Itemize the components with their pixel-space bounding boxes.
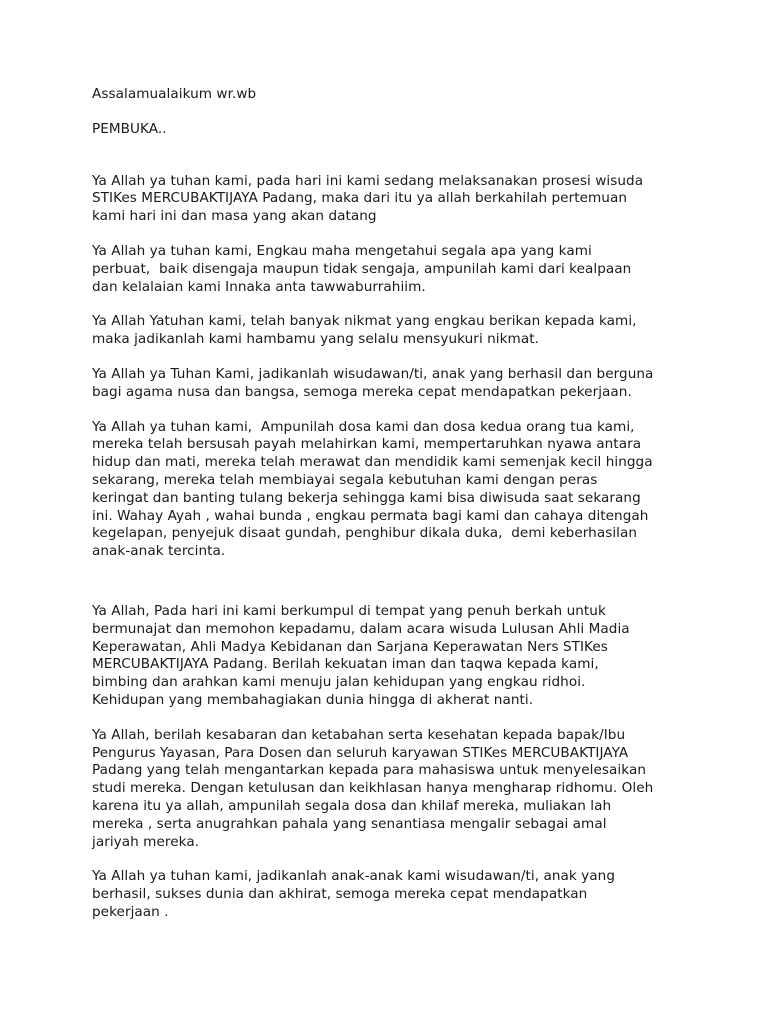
- paragraph-8: Ya Allah ya tuhan kami, jadikanlah anak-anak kami wisudawan/ti, anak yang berhasil, sukses dunia dan akhirat, semoga mereka cepat mendapatkan pekerjaan .: [92, 868, 615, 920]
- paragraph-6: Ya Allah, Pada hari ini kami berkumpul di tempat yang penuh berkah untuk bermunajat dan memohon kepadamu, dalam acara wisuda Lulusan Ahli Madia Keperawatan, Ahli Madya Kebidanan dan Sarjana Keperawatan Ners STIKes MERCUBAKTIJAYA Padang. Berilah kekuatan iman dan taqwa kepada kami, bimbing dan arahkan kami menuju jalan kehidupan yang engkau ridhoi. Kehidupan yang membahagiakan dunia hingga di akherat nanti.: [92, 602, 630, 708]
- paragraph-2: Ya Allah ya tuhan kami, Engkau maha mengetahui segala apa yang kami perbuat, baik disengaja maupun tidak sengaja, ampunilah kami dari kealpaan dan kelalaian kami Innaka anta tawwaburrahiim.: [92, 242, 632, 295]
- greeting-line: Assalamualaikum wr.wb: [92, 86, 257, 102]
- paragraph-7: Ya Allah, berilah kesabaran dan ketabahan serta kesehatan kepada bapak/Ibu Pengurus Yayasan, Para Dosen dan seluruh karyawan STIKes MERCUBAKTIJAYA Padang yang telah mengantarkan kepada para mahasiswa untuk menyelesaikan studi mereka. Dengan ketulusan dan keikhlasan hanya mengharap ridhomu. Oleh karena itu ya allah, ampunilah segala dosa dan khilaf mereka, muliakan lah mereka , serta anugrahkan pahala yang senantiasa mengalir sebagai amal jariyah mereka.: [92, 726, 654, 850]
- document-body: [92, 86, 682, 939]
- opening-heading: PEMBUKA..: [92, 120, 167, 137]
- paragraph-1: Ya Allah ya tuhan kami, pada hari ini kami sedang melaksanakan prosesi wisuda STIKes MERCUBAKTIJAYA Padang, maka dari itu ya allah berkahilah pertemuan kami hari ini dan masa yang akan datang: [92, 172, 644, 225]
- paragraph-4: Ya Allah ya Tuhan Kami, jadikanlah wisudawan/ti, anak yang berhasil dan berguna bagi agama nusa dan bangsa, semoga mereka cepat mendapatkan pekerjaan.: [92, 365, 654, 400]
- paragraph-5: Ya Allah ya tuhan kami, Ampunilah dosa kami dan dosa kedua orang tua kami, mereka telah bersusah payah melahirkan kami, mempertaruhkan nyawa antara hidup dan mati, mereka telah merawat dan mendidik kami semenjak kecil hingga sekarang, mereka telah membiayai segala kebutuhan kami dengan peras keringat dan banting tulang bekerja sehingga kami bisa diwisuda saat sekarang ini. Wahay Ayah , wahai bunda , engkau permata bagi kami dan cahaya ditengah kegelapan, penyejuk disaat gundah, penghibur dikala duka, demi keberhasilan anak-anak tercinta.: [92, 418, 653, 560]
- paragraph-3: Ya Allah Yatuhan kami, telah banyak nikmat yang engkau berikan kepada kami, maka jadikanlah kami hambamu yang selalu mensyukuri nikmat.: [92, 313, 637, 348]
